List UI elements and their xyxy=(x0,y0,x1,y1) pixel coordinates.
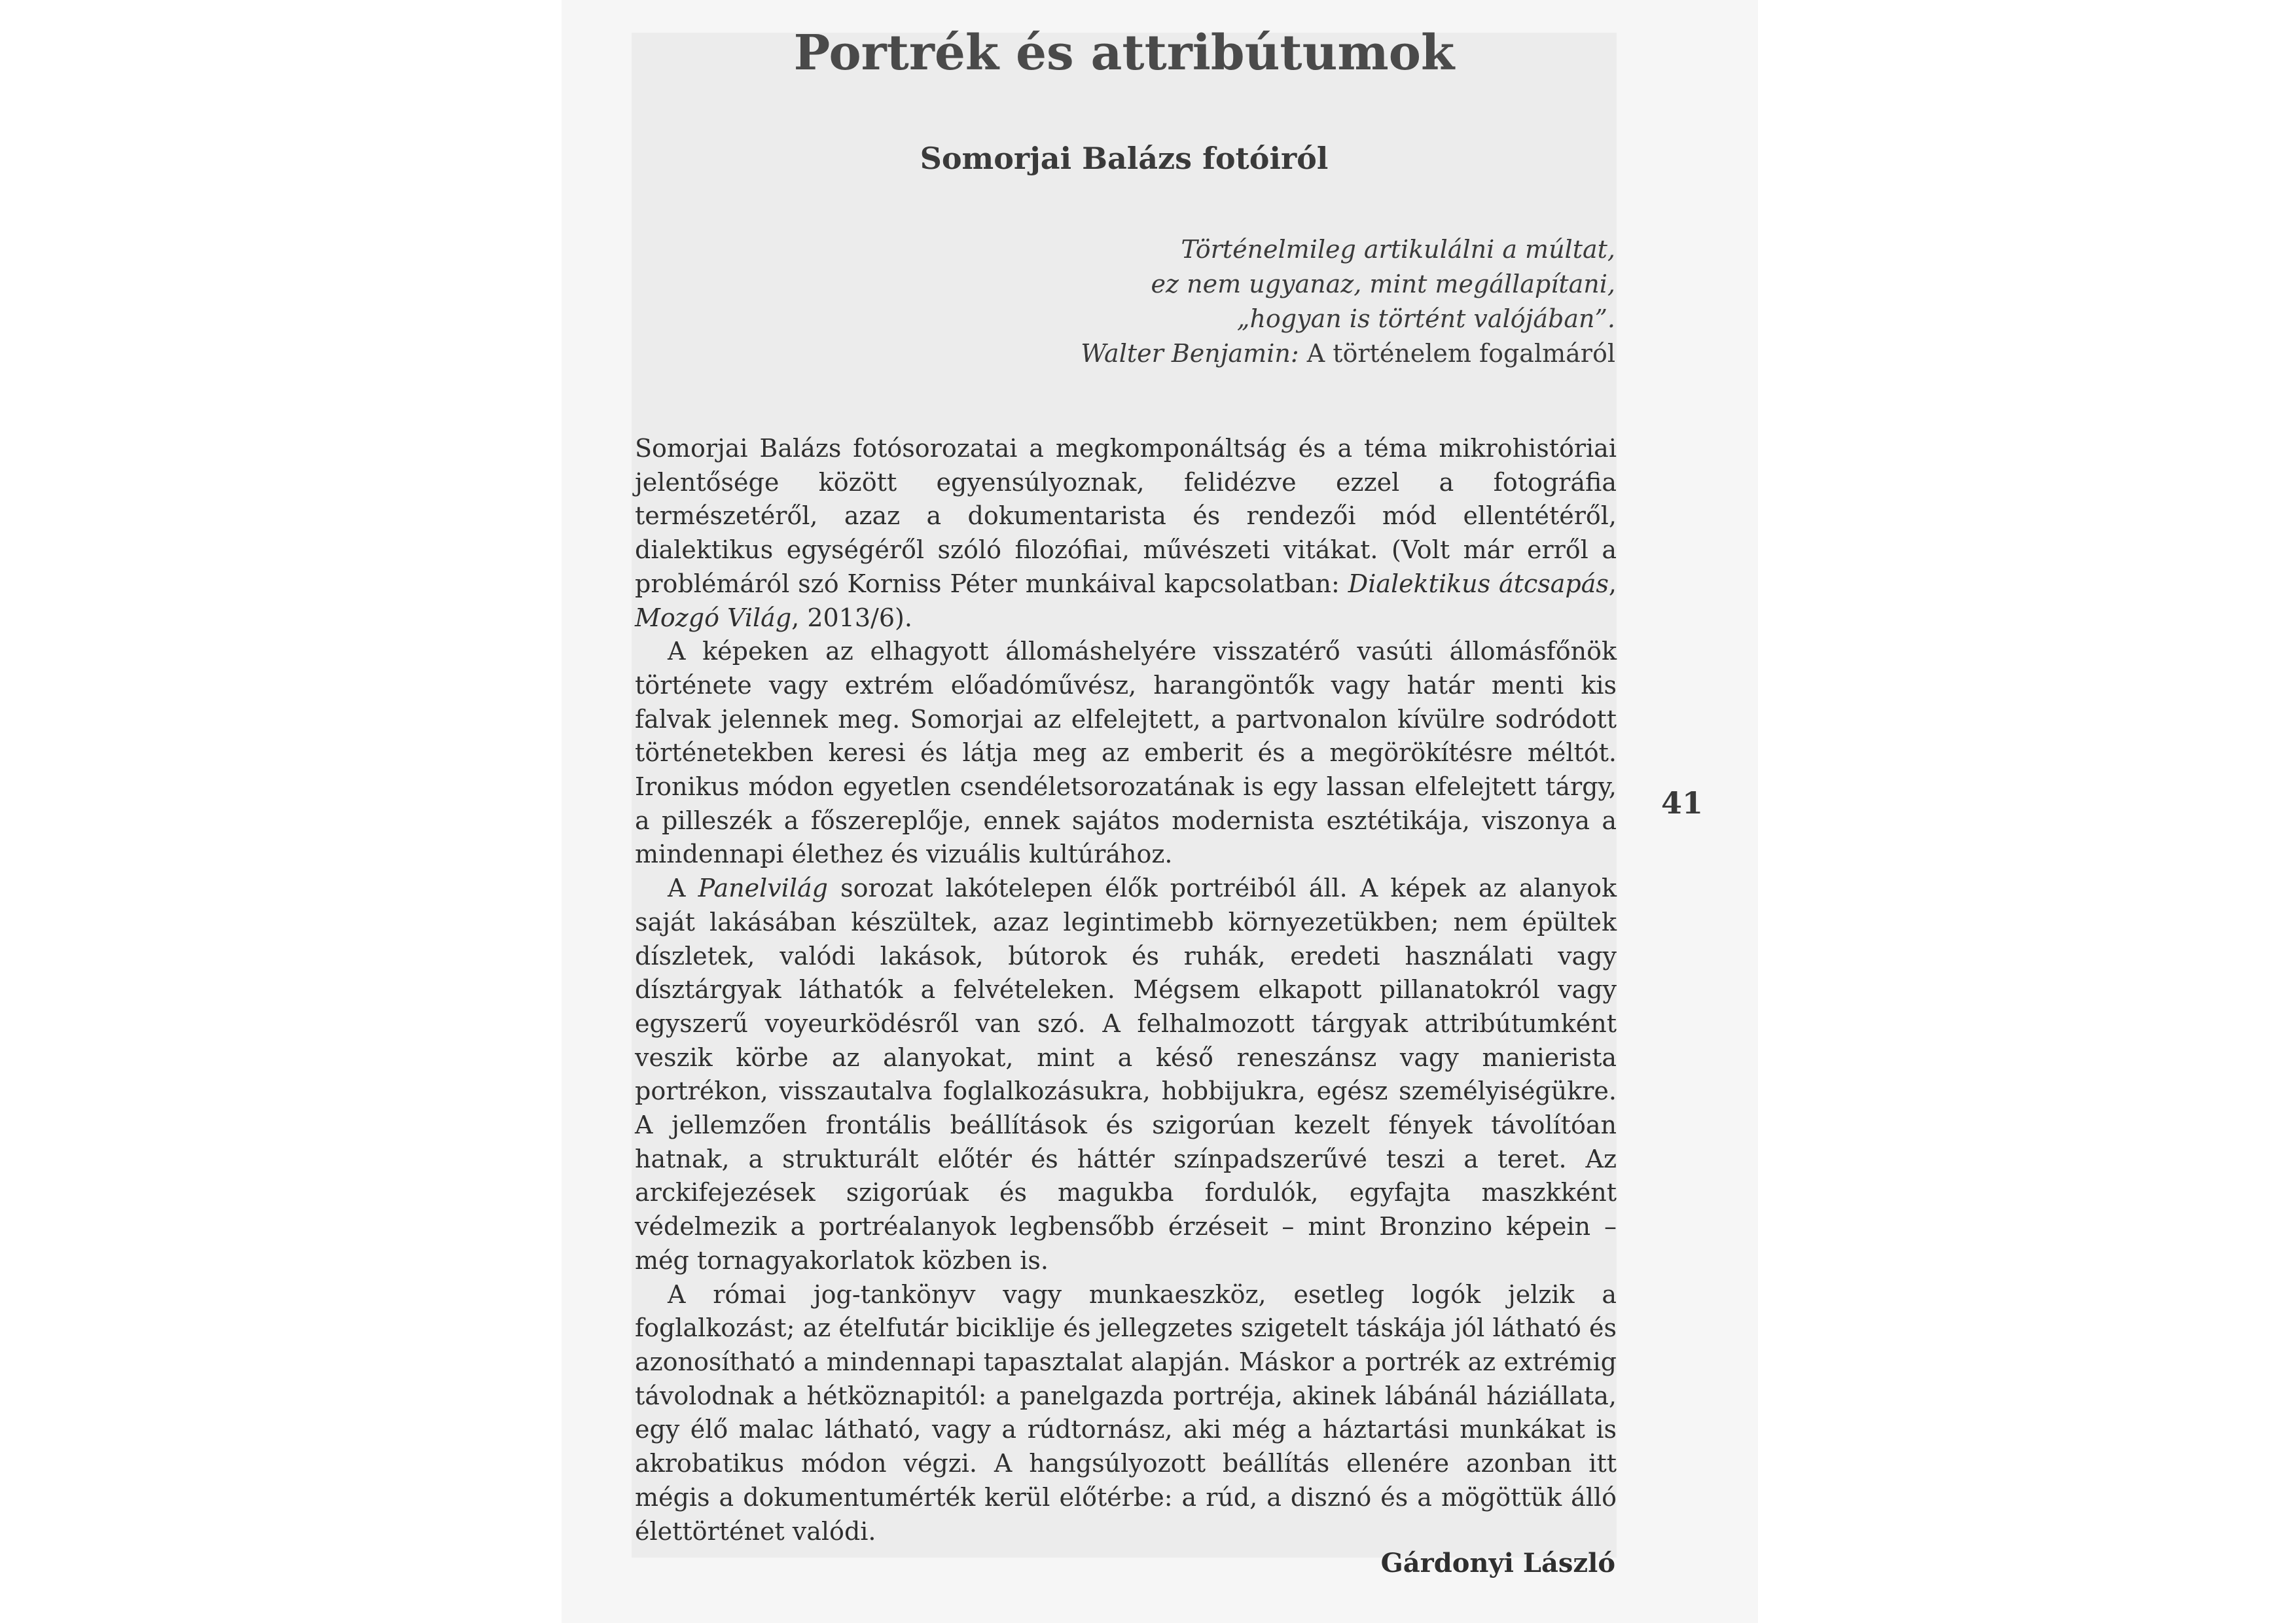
paragraph-text: sorozat lakótelepen élők portréiból áll. A képek az alanyok saját lakásában készültek, azaz legintimebb környezetükben; nem épültek díszletek, valódi lakások, bútorok és ruhák, eredeti használati vagy dísztárgyak láthatók a felvételeken. Mégsem elkapott pillanatokról vagy egyszerű voyeurködésről van szó. A felhalmozott tárgyak attribútumként veszik körbe az alanyokat, mint a késő reneszánsz vagy manierista portrékon, visszautalva foglalkozásukra, hobbijukra, egész személyiségükre. A jellemzően frontális beállítások és szigorúan kezelt fények távolítóan hatnak, a strukturált előtér és háttér színpadszerűvé teszi a teret. Az arckifejezések szigorúak és magukba fordulók, egyfajta maszkként védelmezik a portréalanyok legbensőbb érzéseit – mint Bronzino képein – még tornagyakorlatok közben is. xyxy=(635,874,1617,1275)
series-title: Panelvilág xyxy=(698,874,828,903)
article-subtitle: Somorjai Balázs fotóiról xyxy=(920,141,1329,176)
page-number: 41 xyxy=(1661,785,1704,821)
epigraph-attribution xyxy=(961,336,1615,371)
epigraph-work: A történelem fogalmáról xyxy=(1299,339,1615,368)
paragraph-1 xyxy=(635,432,1617,635)
paragraph-text: A xyxy=(668,874,698,903)
paragraph-text: , 2013/6). xyxy=(791,603,912,632)
epigraph-line: Történelmileg artikulálni a múltat, xyxy=(1181,235,1615,264)
epigraph xyxy=(961,232,1615,371)
epigraph-line: „hogyan is történt valójában”. xyxy=(1236,304,1615,333)
epigraph-line: ez nem ugyanaz, mint megállapítani, xyxy=(1151,270,1615,298)
paragraph-3 xyxy=(635,872,1617,1277)
paragraph-text: Somorjai Balázs fotósorozatai a megkomponáltság és a téma mikrohistóriai jelentősége között egyensúlyoznak, felidézve ezzel a fotográfia természetéről, azaz a dokumentarista és rendezői mód ellentétéről, dialektikus egységéről szóló filozófiai, művészeti vitákat. (Volt már erről a problémáról szó Korniss Péter munkáival kapcsolatban: xyxy=(635,434,1617,598)
cited-title: Dialektikus átcsapás xyxy=(1348,569,1609,598)
paragraph-4: A római jog-tankönyv vagy munkaeszköz, esetleg logók jelzik a foglalkozást; az ételfutár biciklije és jellegzetes szigetelt táskája jól látható és azonosítható a mindennapi tapasztalat alapján. Máskor a portrék az extrémig távolodnak a hétköznapitól: a panelgazda portréja, akinek lábánál háziállata, egy élő malac látható, vagy a rúdtornász, aki még a háztartási munkákat is akrobatikus módon végzi. A hangsúlyozott beállítás ellenére azonban itt mégis a dokumentumérték kerül előtérbe: a rúd, a disznó és a mögöttük álló élettörténet valódi. xyxy=(635,1279,1617,1546)
author-signature: Gárdonyi László xyxy=(1380,1548,1615,1578)
cited-journal: Mozgó Világ xyxy=(635,603,792,632)
epigraph-author: Walter Benjamin: xyxy=(1081,339,1299,368)
article-body xyxy=(635,432,1617,1548)
paragraph-text: , xyxy=(1608,569,1617,598)
paragraph-2: A képeken az elhagyott állomáshelyére visszatérő vasúti állomásfőnök története vagy extrém előadóművész, harangöntők vagy határ menti kis falvak jelennek meg. Somorjai az elfelejtett, a partvonalon kívülre sodródott történetekben keresi és látja meg az emberit és a megörökítésre méltót. Ironikus módon egyetlen csendéletsorozatának is egy lassan elfelejtett tárgy, a pilleszék a főszereplője, ennek sajátos modernista esztétikája, viszonya a mindennapi élethez és vizuális kultúrához. xyxy=(635,637,1617,869)
article-title: Portrék és attribútumok xyxy=(793,25,1455,81)
